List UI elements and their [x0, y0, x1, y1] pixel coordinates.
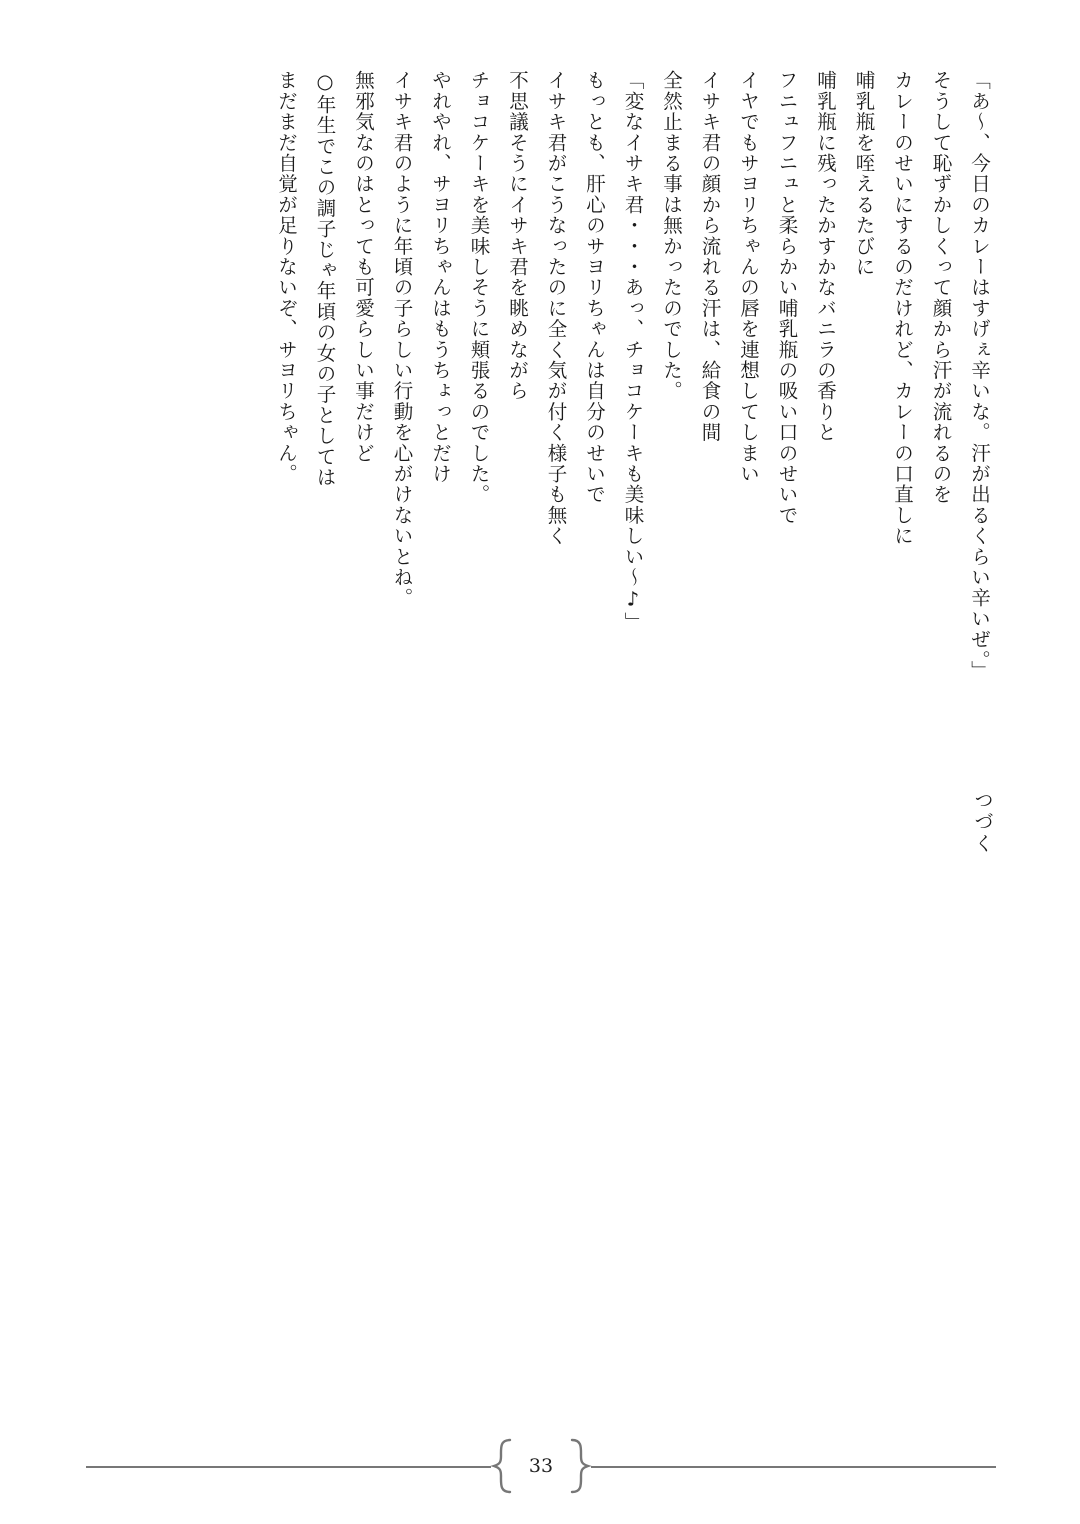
text-line: イサキ君の顔から流れる汗は、給食の間 [698, 70, 722, 443]
paragraph-narration-sweat [652, 70, 960, 750]
text-line: そうして恥ずかしくって顔から汗が流れるのを [929, 70, 953, 505]
paragraph-narration-closing [267, 70, 460, 750]
text-line: 「あ～、今日のカレーはすげぇ辛いな。汗が出るくらい辛いぜ。」 [968, 70, 991, 682]
paragraph-dialogue-curry [960, 70, 999, 750]
text-line: カレーのせいにするのだけれど、カレーの口直しに [891, 70, 914, 547]
vertical-text-body [267, 70, 999, 750]
page-number: 33 [528, 1455, 554, 1477]
text-line: チョコケーキを美味しそうに頬張るのでした。 [467, 70, 491, 505]
text-line: まだまだ自覚が足りないぞ、サヨリちゃん。 [275, 70, 298, 484]
footer-rule-right [591, 1466, 996, 1468]
text-line: イサキ君がこうなったのに全く気が付く様子も無く [544, 70, 568, 547]
text-line: 全然止まる事は無かったのでした。 [660, 70, 683, 402]
text-line: 哺乳瓶に残ったかすかなバニラの香りと [814, 70, 837, 443]
text-line: 無邪気なのはとっても可愛らしい事だけど [352, 70, 375, 464]
text-line: 哺乳瓶を咥えるたびに [852, 70, 876, 277]
footer-rule-left [86, 1466, 491, 1468]
right-brace-ornament [566, 1438, 594, 1494]
paragraph-dialogue-cake [613, 70, 652, 750]
to-be-continued-label: つづく [971, 790, 994, 855]
text-line: イサキ君のように年頃の子らしい行動を心がけないとね。 [390, 70, 414, 609]
page-footer [86, 1438, 996, 1494]
left-brace-ornament [488, 1438, 516, 1494]
text-line: ○年生でこの調子じゃ年頃の女の子としては [313, 70, 337, 488]
paragraph-narration-sayori [459, 70, 613, 750]
text-line: イヤでもサヨリちゃんの唇を連想してしまい [737, 70, 760, 484]
text-line: 不思議そうにイサキ君を眺めながら [506, 70, 529, 402]
text-line: 「変なイサキ君・・・あっ、チョコケーキも美味しい～♪」 [621, 70, 645, 633]
text-line: フニュフニュと柔らかい哺乳瓶の吸い口のせいで [775, 70, 799, 526]
text-line: やれやれ、サヨリちゃんはもうちょっとだけ [429, 70, 452, 484]
text-line: もっとも、肝心のサヨリちゃんは自分のせいで [583, 70, 606, 505]
